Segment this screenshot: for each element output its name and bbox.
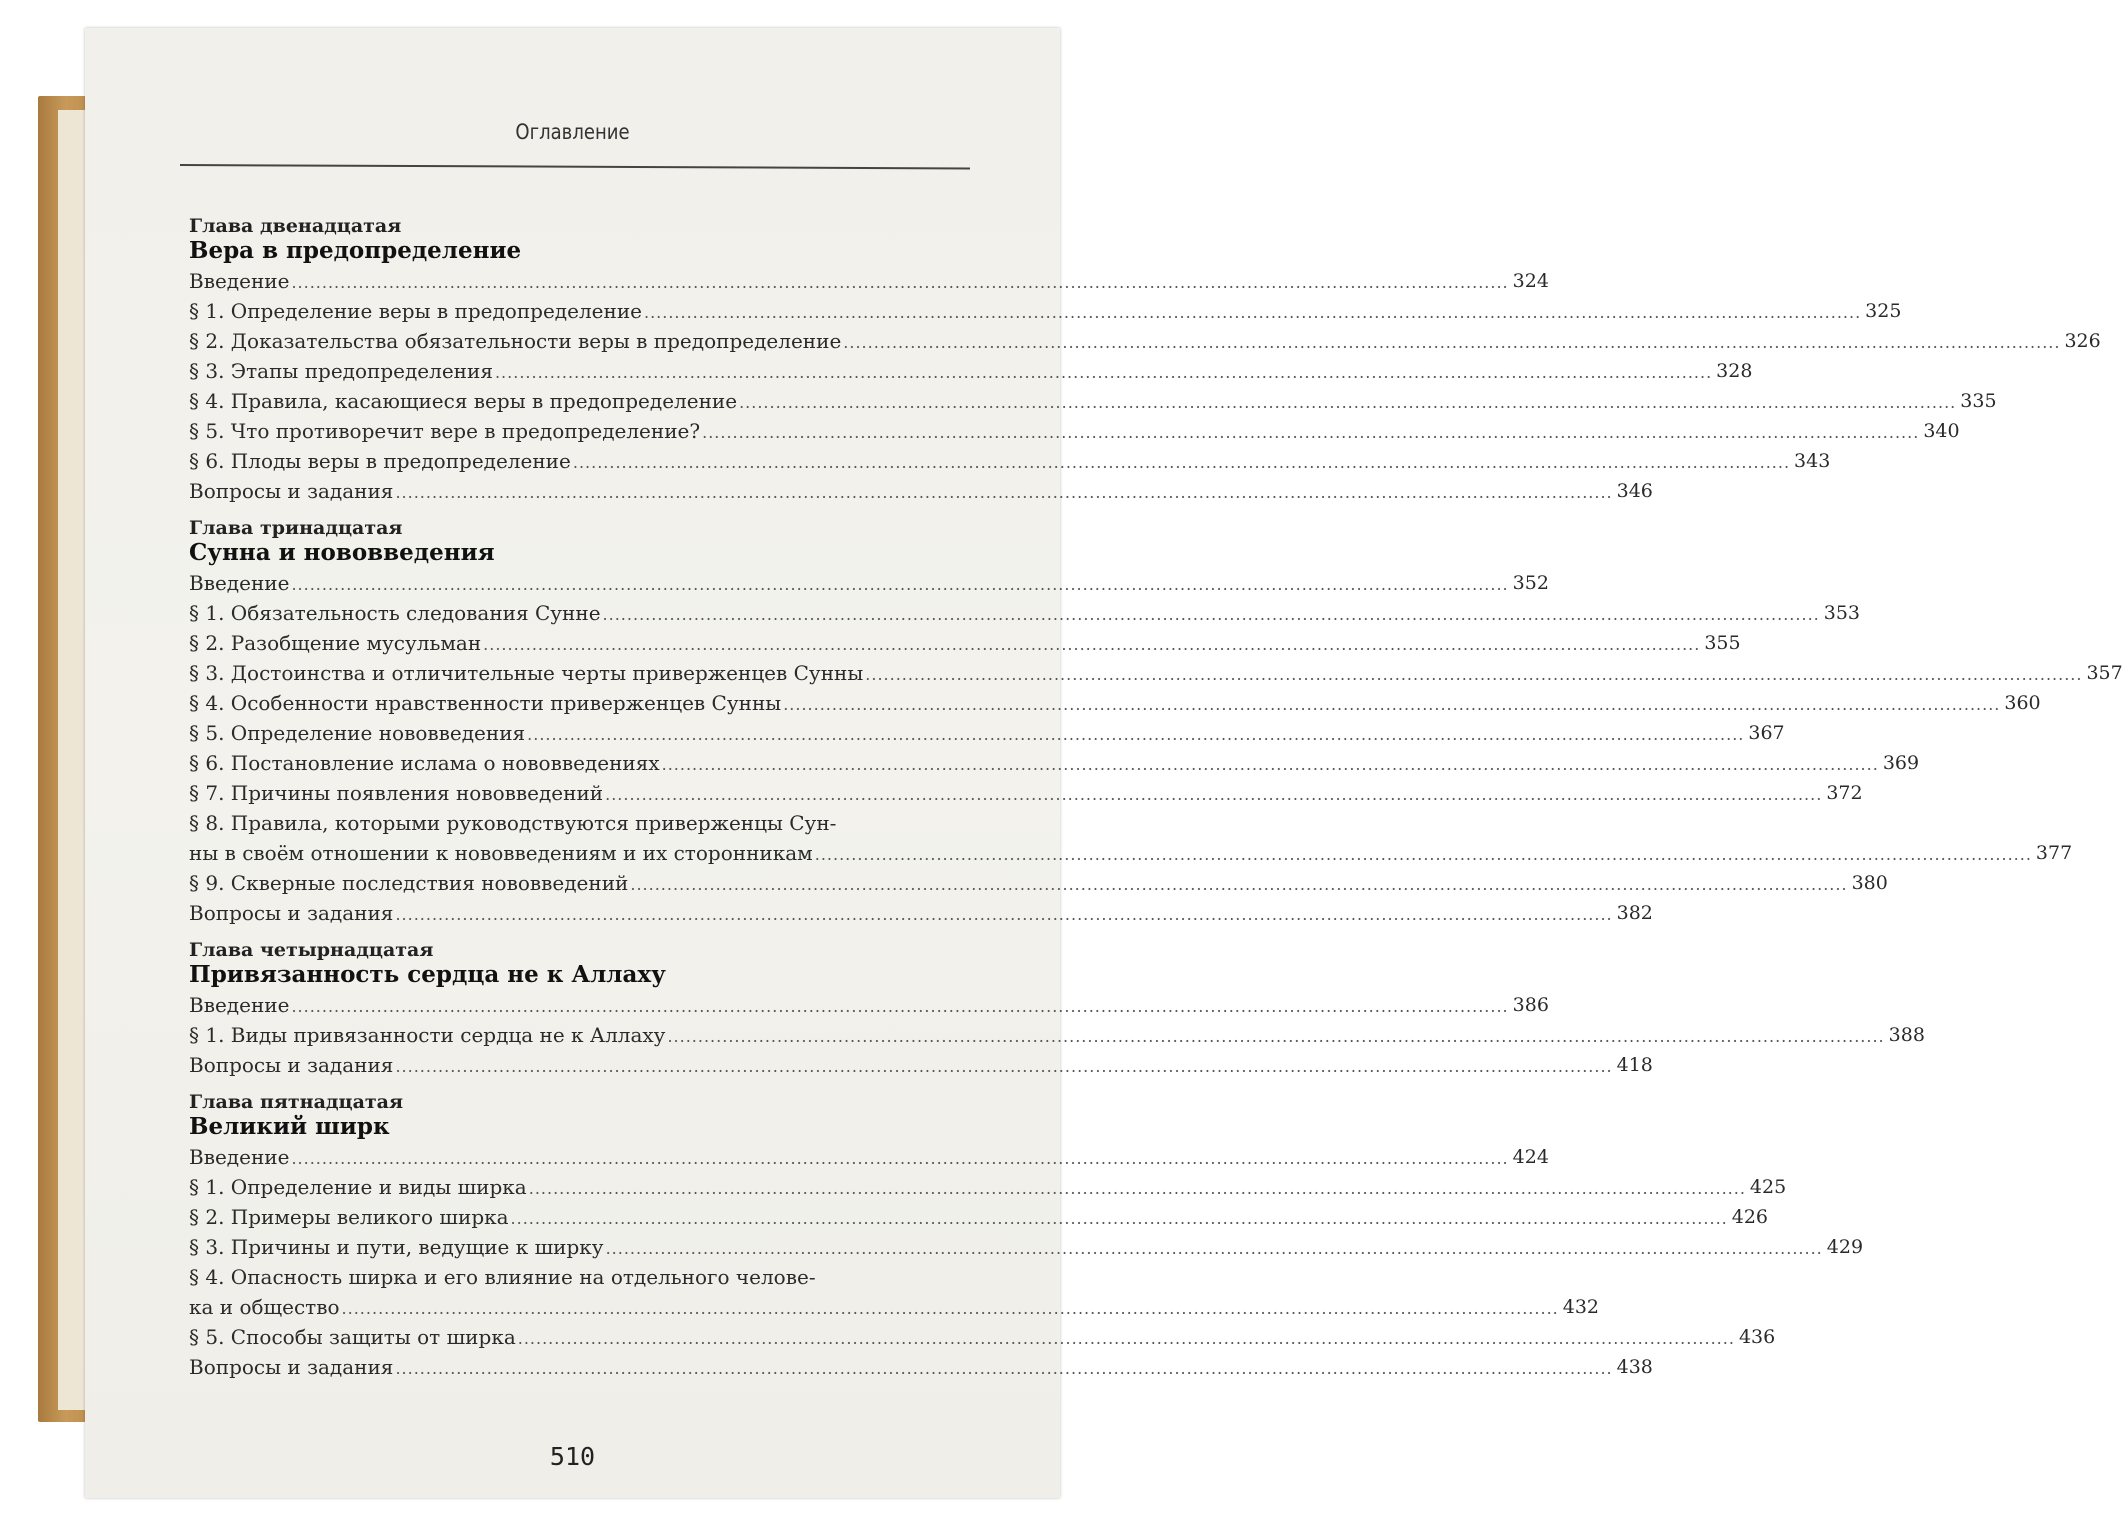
table-of-contents xyxy=(189,214,2123,1392)
dot-leader: ........................................................................................................................................................................................................ xyxy=(291,997,1509,1016)
toc-entry-label: § 1. Виды привязанности сердца не к Аллаху xyxy=(189,1023,666,1047)
toc-entry[interactable] xyxy=(189,1020,1925,1050)
dot-leader: ........................................................................................................................................................................................................ xyxy=(630,875,1848,894)
toc-entry[interactable] xyxy=(189,868,1888,898)
dot-leader: ........................................................................................................................................................................................................ xyxy=(667,1027,1885,1046)
toc-entry[interactable] xyxy=(189,326,2101,356)
dot-leader: ........................................................................................................................................................................................................ xyxy=(527,725,1745,744)
toc-page-number: 429 xyxy=(1826,1236,1864,1258)
toc-page-number: 360 xyxy=(2004,692,2041,714)
toc-entry[interactable] xyxy=(189,446,1831,476)
chapter-title: Сунна и нововведения xyxy=(189,539,495,566)
toc-page-number: 343 xyxy=(1794,450,1831,472)
toc-entry-label: § 1. Обязательность следования Сунне xyxy=(189,601,601,625)
toc-entry-label-line1: § 8. Правила, которыми руководствуются приверженцы Сун- xyxy=(189,811,837,835)
toc-page-number: 424 xyxy=(1512,1146,1549,1168)
dot-leader: ........................................................................................................................................................................................................ xyxy=(291,575,1509,594)
dot-leader: ........................................................................................................................................................................................................ xyxy=(291,273,1509,292)
toc-entry[interactable] xyxy=(189,416,1960,446)
toc-page-number: 386 xyxy=(1512,994,1549,1016)
toc-entry-label: § 3. Причины и пути, ведущие к ширку xyxy=(189,1235,604,1259)
toc-entry-label: § 7. Причины появления нововведений xyxy=(189,781,604,805)
toc-page-number: 436 xyxy=(1738,1326,1776,1348)
toc-page-number: 335 xyxy=(1960,390,1997,412)
toc-page-number: 432 xyxy=(1562,1296,1599,1318)
toc-entry[interactable] xyxy=(189,598,1860,628)
toc-entry-label: § 1. Определение веры в предопределение xyxy=(189,299,642,323)
dot-leader: ........................................................................................................................................................................................................ xyxy=(395,905,1613,924)
toc-entry[interactable] xyxy=(189,808,2073,868)
toc-entry[interactable] xyxy=(189,628,1741,658)
dot-leader: ........................................................................................................................................................................................................ xyxy=(517,1329,1735,1348)
chapter-title: Привязанность сердца не к Аллаху xyxy=(189,961,666,988)
toc-entry[interactable] xyxy=(189,718,1785,748)
toc-entry-label: Вопросы и задания xyxy=(189,901,394,925)
toc-entry-label-line2: ка и общество xyxy=(189,1295,340,1319)
toc-entry[interactable] xyxy=(189,568,1549,598)
toc-entry-label: § 5. Определение нововведения xyxy=(189,721,526,745)
toc-entry[interactable] xyxy=(189,1142,1549,1172)
toc-page-number: 355 xyxy=(1704,632,1741,654)
toc-entry[interactable] xyxy=(189,1262,1599,1322)
toc-page-number: 367 xyxy=(1748,722,1785,744)
dot-leader: ........................................................................................................................................................................................................ xyxy=(602,605,1820,624)
toc-page-number: 382 xyxy=(1616,902,1653,924)
toc-entry[interactable] xyxy=(189,748,1920,778)
chapter-number: Глава тринадцатая xyxy=(189,517,403,539)
dot-leader: ........................................................................................................................................................................................................ xyxy=(572,453,1791,472)
toc-entry[interactable] xyxy=(189,990,1549,1020)
toc-page-number: 425 xyxy=(1749,1176,1787,1198)
chapter-number: Глава пятнадцатая xyxy=(189,1091,404,1113)
toc-entry[interactable] xyxy=(189,778,1863,808)
toc-page-number: 438 xyxy=(1616,1356,1653,1378)
book-page xyxy=(85,28,2123,1498)
toc-page-number: 324 xyxy=(1512,270,1549,292)
toc-page-number: 328 xyxy=(1716,360,1753,382)
toc-page-number: 372 xyxy=(1826,782,1863,804)
dot-leader: ........................................................................................................................................................................................................ xyxy=(291,1149,1509,1168)
toc-entry-label: Вопросы и задания xyxy=(189,479,394,503)
toc-entry-label: § 4. Правила, касающиеся веры в предопределение xyxy=(189,389,738,413)
toc-entry-label-line2: ны в своём отношении к нововведениям и их сторонникам xyxy=(189,841,813,865)
dot-leader: ........................................................................................................................................................................................................ xyxy=(395,1359,1613,1378)
toc-entry[interactable] xyxy=(189,1322,1776,1352)
chapter-title: Вера в предопределение xyxy=(189,237,522,264)
dot-leader: ........................................................................................................................................................................................................ xyxy=(661,755,1879,774)
toc-entry-label: § 5. Что противоречит вере в предопределение? xyxy=(189,419,701,443)
toc-page-number: 388 xyxy=(1888,1024,1925,1046)
toc-entry-label: Введение xyxy=(189,269,290,293)
toc-entry[interactable] xyxy=(189,356,1753,386)
toc-entry[interactable] xyxy=(189,688,2041,718)
chapter-number: Глава двенадцатая xyxy=(189,215,402,237)
dot-leader: ........................................................................................................................................................................................................ xyxy=(702,423,1920,442)
dot-leader: ........................................................................................................................................................................................................ xyxy=(643,303,1862,322)
header-rule xyxy=(180,164,970,169)
toc-entry-label: § 6. Постановление ислама о нововведениях xyxy=(189,751,660,775)
toc-page-number: 377 xyxy=(2035,842,2073,864)
toc-entry-label: Вопросы и задания xyxy=(189,1053,394,1077)
dot-leader: ........................................................................................................................................................................................................ xyxy=(605,785,1823,804)
toc-entry-label: § 2. Разобщение мусульман xyxy=(189,631,482,655)
toc-entry-label: Введение xyxy=(189,1145,290,1169)
dot-leader: ........................................................................................................................................................................................................ xyxy=(510,1209,1728,1228)
toc-entry[interactable] xyxy=(189,1202,1768,1232)
toc-entry-label: § 2. Доказательства обязательности веры в предопределение xyxy=(189,329,842,353)
toc-entry[interactable] xyxy=(189,296,1902,326)
toc-page-number: 357 xyxy=(2086,662,2123,684)
dot-leader: ........................................................................................................................................................................................................ xyxy=(865,665,2083,684)
toc-page-number: 340 xyxy=(1923,420,1960,442)
dot-leader: ........................................................................................................................................................................................................ xyxy=(395,1057,1613,1076)
toc-page-number: 352 xyxy=(1512,572,1549,594)
dot-leader: ........................................................................................................................................................................................................ xyxy=(843,333,2061,352)
toc-page-number: 346 xyxy=(1616,480,1653,502)
toc-entry[interactable] xyxy=(189,1232,1864,1262)
chapter-block xyxy=(189,938,1925,1080)
toc-entry[interactable] xyxy=(189,898,1653,928)
toc-entry-label: § 4. Особенности нравственности приверженцев Сунны xyxy=(189,691,782,715)
toc-entry[interactable] xyxy=(189,386,1997,416)
toc-page-number: 353 xyxy=(1823,602,1860,624)
toc-page-number: 369 xyxy=(1882,752,1920,774)
dot-leader: ........................................................................................................................................................................................................ xyxy=(528,1179,1746,1198)
toc-entry-label: § 9. Скверные последствия нововведений xyxy=(189,871,629,895)
toc-page-number: 418 xyxy=(1616,1054,1653,1076)
toc-page-number: 326 xyxy=(2064,330,2101,352)
toc-entry-label: Введение xyxy=(189,993,290,1017)
toc-entry-label: § 6. Плоды веры в предопределение xyxy=(189,449,571,473)
toc-entry[interactable] xyxy=(189,1172,1787,1202)
toc-entry[interactable] xyxy=(189,266,1549,296)
toc-entry[interactable] xyxy=(189,1050,1653,1080)
dot-leader: ........................................................................................................................................................................................................ xyxy=(783,695,2001,714)
dot-leader: ........................................................................................................................................................................................................ xyxy=(814,845,2032,864)
toc-entry-label: § 5. Способы защиты от ширка xyxy=(189,1325,516,1349)
dot-leader: ........................................................................................................................................................................................................ xyxy=(605,1239,1823,1258)
page-number: 510 xyxy=(549,1442,596,1471)
toc-page-number: 426 xyxy=(1731,1206,1768,1228)
dot-leader: ........................................................................................................................................................................................................ xyxy=(341,1299,1559,1318)
toc-entry-label: § 3. Этапы предопределения xyxy=(189,359,493,383)
chapter-number: Глава четырнадцатая xyxy=(189,939,434,961)
chapter-block xyxy=(189,1090,1864,1382)
dot-leader: ........................................................................................................................................................................................................ xyxy=(483,635,1701,654)
dot-leader: ........................................................................................................................................................................................................ xyxy=(494,363,1713,382)
toc-entry-label: § 2. Примеры великого ширка xyxy=(189,1205,509,1229)
toc-entry-label: Введение xyxy=(189,571,290,595)
dot-leader: ........................................................................................................................................................................................................ xyxy=(739,393,1957,412)
toc-entry[interactable] xyxy=(189,658,2123,688)
toc-entry[interactable] xyxy=(189,476,1653,506)
chapter-title: Великий ширк xyxy=(189,1113,390,1140)
dot-leader: ........................................................................................................................................................................................................ xyxy=(395,483,1613,502)
toc-page-number: 380 xyxy=(1851,872,1888,894)
toc-entry-label: § 1. Определение и виды ширка xyxy=(189,1175,527,1199)
chapter-block xyxy=(189,214,2101,506)
toc-entry-label: Вопросы и задания xyxy=(189,1355,394,1379)
toc-entry-label-line1: § 4. Опасность ширка и его влияние на отдельного челове- xyxy=(189,1265,816,1289)
toc-entry-label: § 3. Достоинства и отличительные черты приверженцев Сунны xyxy=(189,661,864,685)
toc-page-number: 325 xyxy=(1865,300,1902,322)
toc-entry[interactable] xyxy=(189,1352,1653,1382)
running-head: Оглавление xyxy=(515,120,630,144)
chapter-block xyxy=(189,516,2123,928)
